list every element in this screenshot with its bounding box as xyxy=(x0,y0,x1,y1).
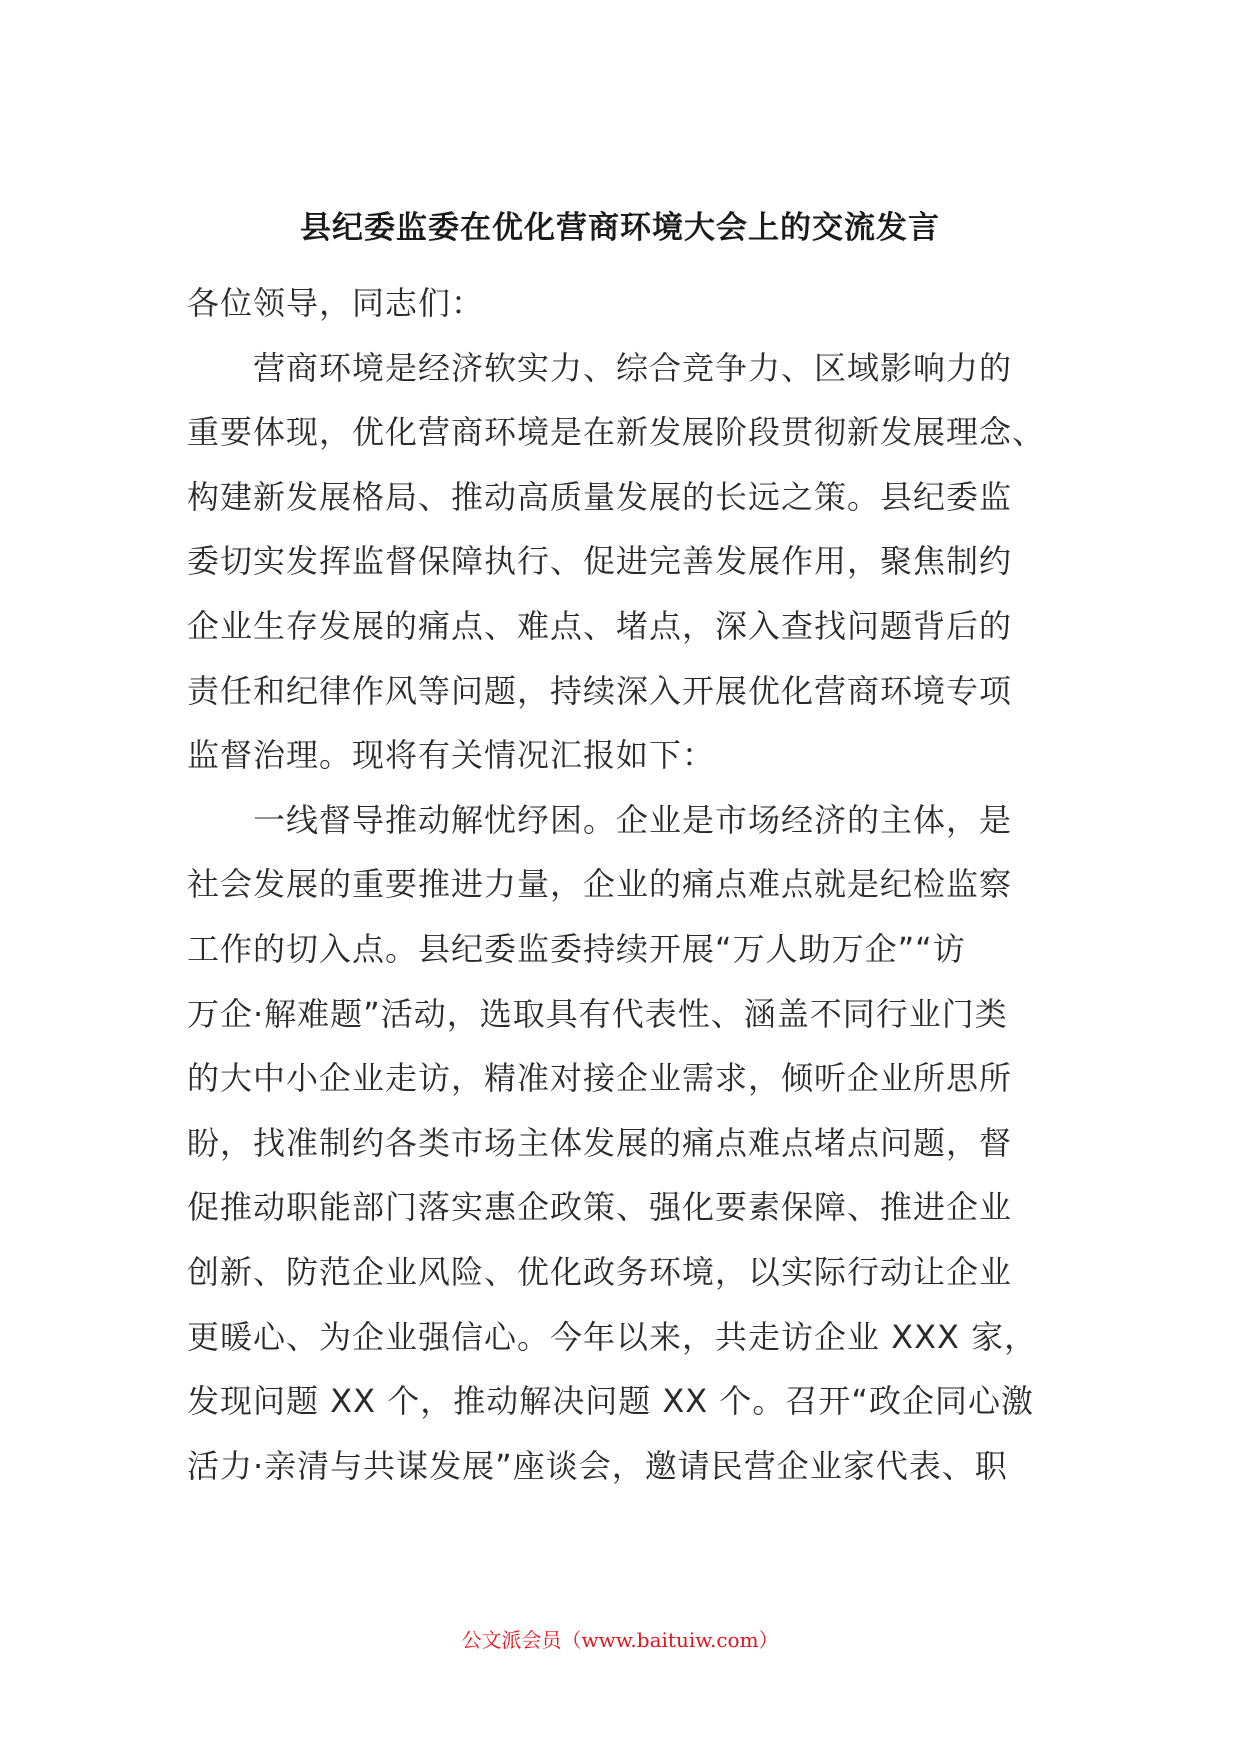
body-line: 各位领导，同志们： xyxy=(187,284,485,322)
body-line: 重要体现，优化营商环境是在新发展阶段贯彻新发展理念、 xyxy=(187,413,1046,452)
body-line: 责任和纪律作风等问题，持续深入开展优化营商环境专项 xyxy=(187,671,1013,710)
body-line: 发现问题 XX 个，推动解决问题 XX 个。召开“政企同心激 xyxy=(187,1382,1034,1421)
body-line: 活力·亲清与共谋发展”座谈会，邀请民营企业家代表、职 xyxy=(187,1446,1008,1485)
body-line: 盼，找准制约各类市场主体发展的痛点难点堵点问题，督 xyxy=(187,1123,1013,1162)
body-line: 创新、防范企业风险、优化政务环境，以实际行动让企业 xyxy=(187,1252,1013,1291)
document-title: 县纪委监委在优化营商环境大会上的交流发言 xyxy=(300,210,940,246)
body-line: 营商环境是经济软实力、综合竞争力、区域影响力的 xyxy=(187,348,1013,387)
body-line: 一线督导推动解忧纾困。企业是市场经济的主体，是 xyxy=(187,800,1013,839)
body-line: 构建新发展格局、推动高质量发展的长远之策。县纪委监 xyxy=(187,477,1013,516)
body-line: 工作的切入点。县纪委监委持续开展“万人助万企”“访 xyxy=(187,929,966,968)
body-line: 促推动职能部门落实惠企政策、强化要素保障、推进企业 xyxy=(187,1188,1013,1227)
body-line: 万企·解难题”活动，选取具有代表性、涵盖不同行业门类 xyxy=(187,994,1008,1033)
body-line: 的大中小企业走访，精准对接企业需求，倾听企业所思所 xyxy=(187,1059,1013,1098)
footer-watermark-link[interactable]: 公文派会员（www.baituiw.com） xyxy=(461,1628,779,1652)
body-line: 企业生存发展的痛点、难点、堵点，深入查找问题背后的 xyxy=(187,606,1013,645)
body-line: 社会发展的重要推进力量，企业的痛点难点就是纪检监察 xyxy=(187,865,1013,904)
body-line: 更暖心、为企业强信心。今年以来，共走访企业 XXX 家， xyxy=(187,1317,1038,1356)
body-line: 委切实发挥监督保障执行、促进完善发展作用，聚焦制约 xyxy=(187,542,1013,581)
document-body xyxy=(187,271,1047,1498)
body-line: 监督治理。现将有关情况汇报如下： xyxy=(187,736,716,775)
